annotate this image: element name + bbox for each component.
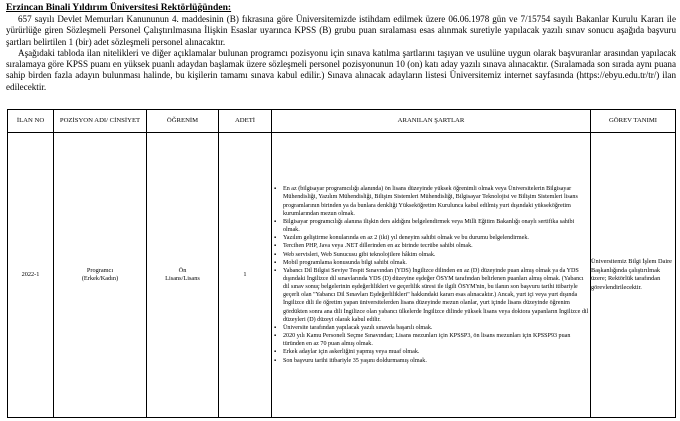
cell-aranilan-sartlar [272, 133, 591, 418]
table-header-row [8, 110, 676, 133]
cell-adet: 1 [219, 133, 272, 418]
list-item: ▪ Son başvuru tarihi itibariyle 35 yaşını doldurmamış olmak. [283, 357, 590, 365]
list-item: ▪ Mobil programlama konusunda bilgi sahibi olmak. [283, 259, 590, 267]
header-aranilan-sartlar: ARANILAN ŞARTLAR [272, 110, 591, 133]
list-item: ▪ Web servisleri, Web Sunucusu gibi teknolojilere hâkim olmak. [283, 251, 590, 259]
document-title: Erzincan Binali Yıldırım Üniversitesi Rektörlüğünden: [6, 2, 232, 13]
cell-ilan-no: 2022-1 [8, 133, 54, 418]
table-row [8, 133, 676, 418]
intro-paragraph: 657 sayılı Devlet Memurları Kanununun 4. maddesinin (B) fıkrasına göre Üniversitemizde istihdam edilmek üzere 06.06.1978 gün ve 7/15754 sayılı Bakanlar Kurulu Kararı ile yürürlüğe giren Sözleşmeli Personel Çalıştırılmasına İlişkin Esaslar uyarınca KPSS (B) grubu puan sıralaması esas alınmak suretiyle yapılacak yazılı sınav sonucu aşağıda başvuru şartları belirtilen 1 (bir) adet sözleşmeli personel alınacaktır. [6, 14, 676, 47]
list-item: ▪ Erkek adaylar için askerliğini yapmış veya muaf olmak. [283, 348, 590, 356]
header-adet: ADETİ [219, 110, 272, 133]
header-ogrenim: ÖĞRENİM [147, 110, 219, 133]
cell-ogrenim [147, 133, 219, 418]
details-paragraph: Aşağıdaki tabloda ilan nitelikleri ve diğer açıklamalar bulunan programcı pozisyonu için sınava katılma şartlarını taşıyan ve usulüne uygun olarak başvuranlar arasından yapılacak sıralamaya göre KPSS puanı en yüksek puanlı adaydan başlamak üzere sözleşmeli personel pozisyonunun 10 (on) katı aday yazılı sınava alınacaktır. (Sıralamada son sırada aynı puana sahip birden fazla adayın bulunması halinde, bu kişilerin tamamı sınava kabul edilir.) Sınava alınacak adayların listesi Üniversitemiz internet sayfasında (https://ebyu.edu.tr/tr/) ilan edilecektir. [6, 47, 676, 92]
list-item: ▪ Yabancı Dil Bilgisi Seviye Tespit Sınavından (YDS) İngilizce dilinden en az (D) düzeyinde puan almış olmak ya da YDS dışındaki İngilizce dil sınavlarında YDS (D) düzeyine eşdeğer ÖSYM tarafından belirlenen puanları almış olmak. (Yabancı dil sınav sonuç belgelerinin eşdeğerlilikleri ve geçerlilik süresi ile ilgili ÖSYM'nin, bu ilanın son başvuru tarihi itibariyle geçerli olan "Yabancı Dil Sınavları Eşdeğerlilikleri" hakkındaki kararı esas alınacaktır.) Ancak, yurt içi veya yurt dışında İngilizce dili ile öğretim yapan üniversitelerden lisans düzeyinde mezun olanlar, yurt içinde lisans düzeyinde öğrenim gördükten sonra ana dili İngilizce olan yabancı ülkelerde İngilizce dilinde yüksek lisans veya doktora yapanların İngilizce dil düzeyleri (D) düzeyi olarak kabul edilir. [283, 267, 590, 324]
header-pozisyon: POZİSYON ADI/ CİNSİYET [54, 110, 147, 133]
list-item: ▪ 2020 yılı Kamu Personeli Seçme Sınavından; Lisans mezunları için KPSSP3, ön lisans mezunları için KPSSP93 puan türünden en az 70 puan almış olmak. [283, 332, 590, 348]
list-item: ▪ En az (bilgisayar programcılığı alanında) ön lisans düzeyinde yüksek öğrenimli olmak veya Üniversitelerin Bilgisayar Mühendisliği, Yazılım Mühendisliği, Bilişim Sistemleri Mühendisliği, Bilgisayar Teknolojisi ve Bilişim Sistemleri lisans programlarının birinden ya da bunlara denkliği Yükseköğretim Kurulunca kabul edilmiş yurt dışındaki yükseköğretim kurumlarından mezun olmak. [283, 185, 590, 218]
header-gorev-tanimi: GÖREV TANIMI [591, 110, 676, 133]
cell-pozisyon [54, 133, 147, 418]
header-ilan-no: İLAN NO [8, 110, 54, 133]
pozisyon-name: Programcı [86, 266, 114, 274]
position-table [7, 109, 676, 418]
ogrenim-line-2: Lisans/Lisans [165, 275, 200, 282]
list-item: ▪ Bilgisayar programcılığı alanına ilişkin ders aldığını belgelendirmek veya Milli Eğitim Bakanlığı onaylı sertifika sahibi olmak. [283, 218, 590, 234]
list-item: ▪ Üniversite tarafından yapılacak yazılı sınavda başarılı olmak. [283, 324, 590, 332]
list-item: ▪ Yazılım geliştirme konularında en az 2 (iki) yıl deneyim sahibi olmak ve bu durumu belgelendirmek. [283, 234, 590, 242]
cell-gorev-tanimi: Üniversitemiz Bilgi İşlem Daire Başkanlığında çalıştırılmak üzere; Rektörlük tarafından görevlendirilecektir. [591, 133, 676, 418]
list-item: ▪ Tercihen PHP, Java veya .NET dillerinden en az birinde tecrübe sahibi olmak. [283, 242, 590, 250]
pozisyon-gender: (Erkek/Kadın) [81, 275, 119, 282]
requirements-list [272, 185, 590, 364]
ogrenim-line-1: Ön [178, 266, 187, 274]
